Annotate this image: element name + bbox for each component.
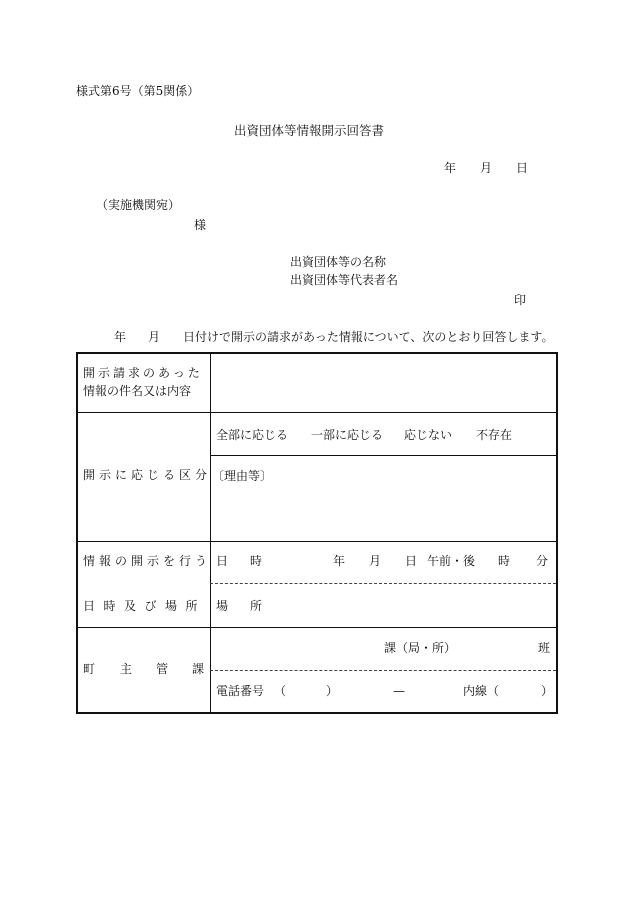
dept-bureau: 課（局・所）	[384, 641, 457, 655]
seal-mark: 印	[514, 293, 527, 307]
datetime-year: 年	[333, 554, 346, 568]
extension-label: 内線（	[463, 684, 500, 698]
row1-label-line2: 情報の件名又は内容	[83, 384, 192, 398]
row2-label: 開示に応じる区分	[83, 468, 212, 482]
option-decline[interactable]: 応じない	[404, 428, 453, 442]
datetime-label-1: 日	[216, 554, 229, 568]
extension-paren-close: ）	[541, 684, 554, 698]
phone-paren-open: （	[274, 684, 287, 698]
datetime-hour: 時	[498, 554, 511, 568]
requested-info-field[interactable]	[214, 366, 554, 402]
phone-paren-close: ）	[326, 684, 339, 698]
place-label-1: 場	[216, 599, 229, 613]
row-divider	[78, 541, 556, 542]
addressee-org: （実施機関宛）	[96, 198, 181, 212]
row-divider	[78, 412, 556, 413]
inner-divider	[210, 455, 556, 456]
date-month: 月	[480, 161, 493, 175]
dept-label-char: 課	[192, 662, 205, 676]
dashed-divider	[210, 583, 556, 584]
phone-dash: —	[393, 684, 405, 698]
row-divider	[78, 627, 556, 628]
datetime-minute: 分	[536, 554, 549, 568]
phone-label: 電話番号	[216, 684, 265, 698]
dept-label-char: 主	[120, 662, 133, 676]
option-full[interactable]: 全部に応じる	[216, 428, 289, 442]
response-form-table	[76, 352, 558, 714]
date-year: 年	[444, 161, 457, 175]
page-title: 出資団体等情報開示回答書	[234, 123, 385, 138]
row3-label-line2: 日時及び場所	[83, 599, 207, 613]
dept-label-char: 管	[156, 662, 169, 676]
option-nonexistent[interactable]: 不存在	[476, 428, 513, 442]
datetime-label-2: 時	[250, 554, 263, 568]
reason-label: 〔理由等〕	[212, 469, 273, 483]
addressee-honorific: 様	[194, 218, 207, 232]
datetime-day: 日	[405, 554, 418, 568]
sender-rep-label: 出資団体等代表者名	[290, 273, 399, 287]
dashed-divider	[210, 670, 556, 671]
dept-label-char: 町	[83, 662, 96, 676]
row1-label-line1: 開示請求のあった	[83, 366, 203, 380]
column-divider	[210, 354, 211, 712]
team-label: 班	[538, 641, 551, 655]
option-partial[interactable]: 一部に応じる	[311, 428, 384, 442]
date-day: 日	[516, 161, 529, 175]
datetime-month: 月	[369, 554, 382, 568]
datetime-ampm: 午前・後	[427, 554, 476, 568]
intro-year: 年	[114, 330, 127, 344]
row3-label-line1: 情報の開示を行う	[83, 554, 212, 568]
intro-text: 日付けで開示の請求があった情報について、次のとおり回答します。	[183, 330, 554, 344]
form-number: 様式第6号（第5関係）	[76, 84, 200, 98]
place-label-2: 所	[250, 599, 263, 613]
sender-name-label: 出資団体等の名称	[290, 255, 387, 269]
intro-month: 月	[148, 330, 161, 344]
